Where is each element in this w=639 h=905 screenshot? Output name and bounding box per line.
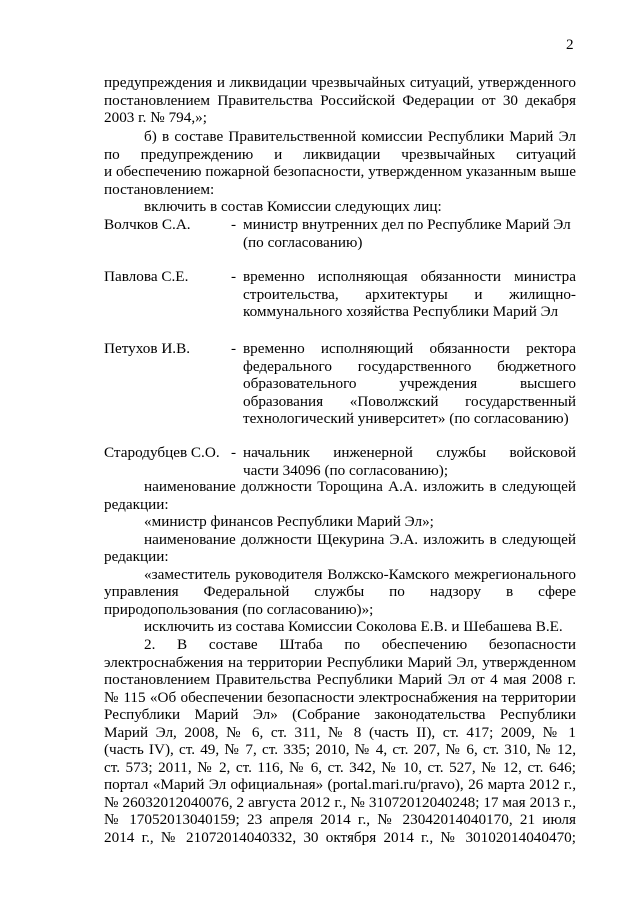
text-line: (часть IV), ст. 49, № 7, ст. 335; 2010, № 4, ст. 207, № 6, ст. 310, № 12, (104, 741, 576, 758)
text-line: редакции: (104, 495, 169, 513)
member-dash: - (231, 444, 237, 461)
text-line: управления Федеральной службы по надзору в сфере (104, 583, 576, 600)
text-line: временно исполняющий обязанности ректора (243, 340, 576, 357)
text-line: образования «Поволжский государственный (243, 392, 576, 410)
text-line: природопользования (по согласованию)»; (104, 600, 374, 618)
section-b-paragraph (104, 128, 576, 216)
text-line: «заместитель руководителя Волжско-Камского межрегионального (144, 565, 576, 583)
text-line: наименование должности Торощина А.А. изложить в следующей (144, 478, 576, 495)
text-line: начальник инженерной службы войсковой (243, 444, 576, 461)
member-description (243, 216, 576, 251)
text-line: ст. 573; 2011, № 2, ст. 116, № 6, ст. 342, № 10, ст. 527, № 12, ст. 646; (104, 758, 576, 776)
text-line: части 34096 (по согласованию); (243, 461, 449, 479)
text-line: федерального государственного бюджетного (243, 357, 576, 375)
member-dash: - (231, 216, 237, 233)
text-line: наименование должности Щекурина Э.А. изложить в следующей (144, 530, 576, 548)
text-line: электроснабжения на территории Республики Марий Эл, утвержденном (104, 653, 576, 671)
text-line: министр внутренних дел по Республике Марий Эл (243, 216, 571, 233)
text-line: редакции: (104, 548, 169, 565)
text-line: Республики Марий Эл» (Собрание законодательства Республики (104, 706, 576, 723)
text-line: портал «Марий Эл официальная» (portal.mari.ru/pravo), 26 марта 2012 г., (104, 776, 576, 793)
intro-paragraph (104, 74, 576, 127)
amendments-block (104, 478, 576, 636)
text-line: и обеспечению пожарной безопасности, утвержденном указанным выше (104, 163, 576, 180)
text-line: по предупреждению и ликвидации чрезвычайных ситуаций (104, 145, 576, 163)
member-name: Стародубцев С.О. (104, 444, 220, 461)
member-dash: - (231, 340, 237, 357)
member-description (243, 268, 576, 321)
text-line: 2. В составе Штаба по обеспечению безопасности (144, 636, 576, 653)
include-line: включить в состав Комиссии следующих лиц: (144, 198, 442, 215)
text-line: образовательного учреждения высшего (243, 375, 576, 392)
text-line: 2003 г. № 794,»; (104, 109, 207, 126)
member-description (243, 340, 576, 428)
member-name: Павлова С.Е. (104, 268, 189, 285)
member-dash: - (231, 268, 237, 285)
page-number: 2 (566, 36, 574, 53)
text-line: № 17052013040159; 23 апреля 2014 г., № 23042014040170, 21 июля (104, 811, 576, 828)
quoted-title: «министр финансов Республики Марий Эл»; (144, 513, 434, 530)
text-line: временно исполняющая обязанности министра (243, 268, 576, 285)
text-line: предупреждения и ликвидации чрезвычайных ситуаций, утвержденного (104, 74, 576, 91)
text-line: постановлением: (104, 180, 215, 198)
text-line: (по согласованию) (243, 233, 363, 251)
text-line: № 26032012040076, 2 августа 2012 г., № 31072012040248; 17 мая 2013 г., (104, 793, 576, 811)
section-2-paragraph (104, 636, 576, 846)
member-name: Волчков С.А. (104, 216, 191, 233)
text-line: Марий Эл, 2008, № 6, ст. 311, № 8 (часть II), ст. 417; 2009, № 1 (104, 723, 576, 741)
text-line: постановлением Правительства Республики Марий Эл от 4 мая 2008 г. (104, 671, 576, 688)
text-line: № 115 «Об обеспечении безопасности электроснабжения на территории (104, 688, 576, 706)
text-line: технологический университет» (по согласованию) (243, 410, 569, 427)
member-description (243, 444, 576, 479)
text-line: коммунального хозяйства Республики Марий Эл (243, 303, 559, 320)
text-line: строительства, архитектуры и жилищно- (243, 285, 576, 303)
text-line: 2014 г., № 21072014040332, 30 октября 2014 г., № 30102014040470; (104, 828, 576, 846)
exclude-line: исключить из состава Комиссии Соколова Е.В. и Шебашева В.Е. (144, 618, 563, 635)
text-line: б) в составе Правительственной комиссии Республики Марий Эл (144, 128, 576, 145)
text-line: постановлением Правительства Российской Федерации от 30 декабря (104, 91, 576, 109)
member-name: Петухов И.В. (104, 340, 191, 357)
